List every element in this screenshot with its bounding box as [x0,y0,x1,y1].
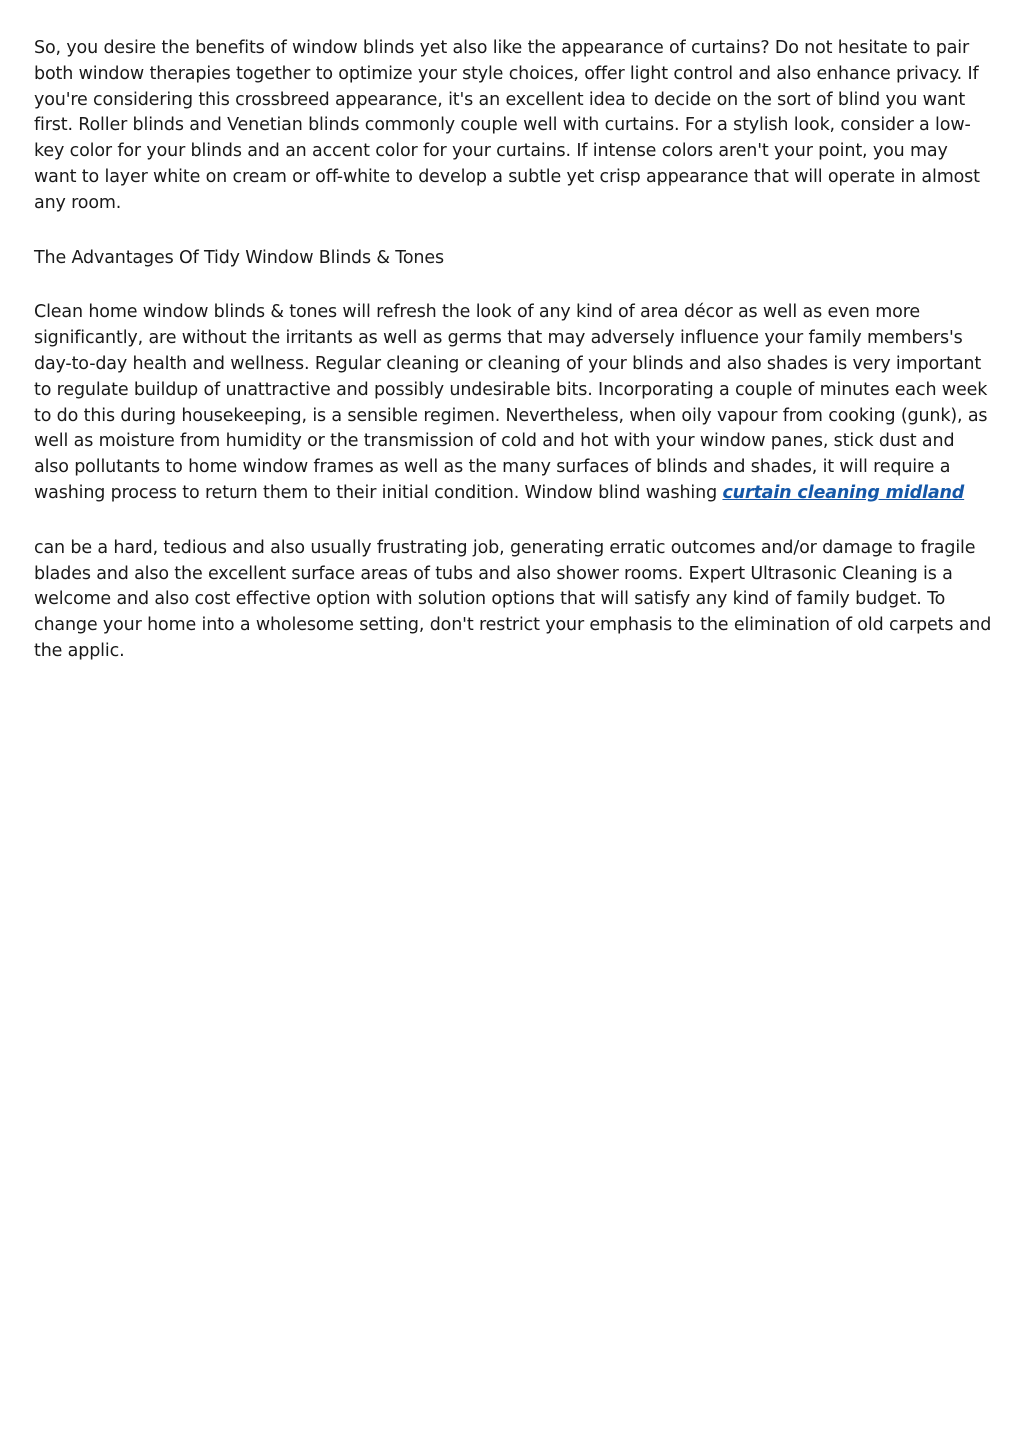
paragraph-clean-blinds-text: Clean home window blinds & tones will refresh the look of any kind of area décor as well as even more significantly, are without the irritants as well as germs that may adversely influence your family members's day-to-day health and wellness. Regular cleaning or cleaning of your blinds and also shades is very important to regulate buildup of unattractive and possibly undesirable bits. Incorporating a couple of minutes each week to do this during housekeeping, is a sensible regimen. Nevertheless, when oily vapour from cooking (gunk), as well as moisture from humidity or the transmission of cold and hot with your window panes, stick dust and also pollutants to home window frames as well as the many surfaces of blinds and shades, it will require a washing process to return them to their initial condition. Window blind washing [34,302,988,503]
paragraph-clean-blinds [34,300,994,506]
paragraph-intro: So, you desire the benefits of window blinds yet also like the appearance of curtains? Do not hesitate to pair both window therapies together to optimize your style choices, offer light control and also enhance privacy. If you're considering this crossbreed appearance, it's an excellent idea to decide on the sort of blind you want first. Roller blinds and Venetian blinds commonly couple well with curtains. For a stylish look, consider a low-key color for your blinds and an accent color for your curtains. If intense colors aren't your point, you may want to layer white on cream or off-white to develop a subtle yet crisp appearance that will operate in almost any room. [34,38,980,213]
curtain-cleaning-link[interactable]: curtain cleaning midland [722,482,965,503]
paragraph-washing: can be a hard, tedious and also usually frustrating job, generating erratic outcomes and/or damage to fragile blades and also the excellent surface areas of tubs and also shower rooms. Expert Ultrasonic Cleaning is a welcome and also cost effective option with solution options that will satisfy any kind of family budget. To change your home into a wholesome setting, don't restrict your emphasis to the elimination of old carpets and the applic. [34,537,992,661]
section-heading: The Advantages Of Tidy Window Blinds & Tones [34,247,444,268]
document-body [34,36,994,665]
